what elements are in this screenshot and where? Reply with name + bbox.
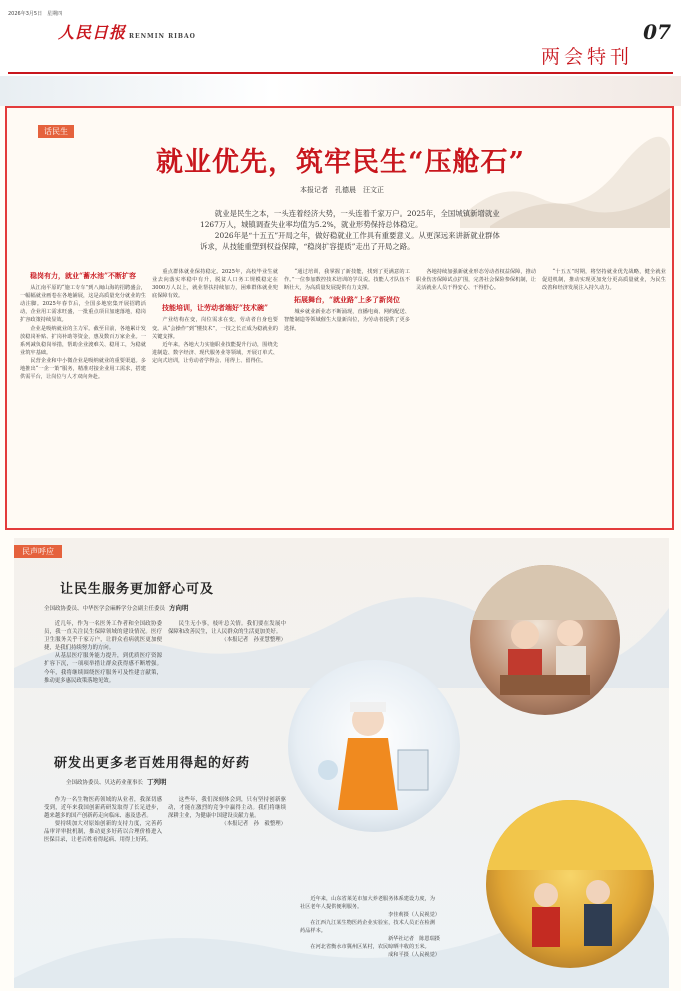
section-heading: 技能培训，让劳动者端好“技术碗” (161, 303, 269, 313)
logo-subtext: RENMIN RIBAO (129, 33, 196, 40)
article-title: 研发出更多老百姓用得起的好药 (54, 756, 251, 771)
page-number: 07 (643, 20, 671, 44)
section-title: 两会特刊 (540, 46, 633, 68)
body-paragraph: 企业是吸纳就业的主力军。截至目前，各地累计发放稳岗补贴、扩岗补助等资金，惠及数百万家企业。一系列减负稳岗举措，帮助企业渡难关、稳用工，为稳就业筑牢基础。 (20, 325, 146, 356)
issue-date: 2026年3月5日 星期四 (8, 11, 63, 17)
section-heading: 拓展舞台，“就业路”上多了新岗位 (293, 295, 401, 305)
feature-byline: 本报记者 孔德晨 汪文正 (300, 186, 384, 194)
photo-laboratory (288, 660, 460, 832)
body-paragraph: 近几年，作为一名医务工作者和全国政协委员，我一直关注民生保障领域的建设情况。医疗卫生服务关乎千家万户，让群众看病就医更加便捷，是我们持续努力的方向。 (44, 621, 162, 652)
body-paragraph: 产业结构在变，岗位需求在变，劳动者自身也要变。从“会操作”到“懂技术”，一技之长正成为稳就业的关键支撑。 (152, 317, 278, 340)
article-column (168, 796, 286, 896)
photo-elderly-care (470, 565, 620, 715)
lead-paragraph: 就业是民生之本，一头连着经济大势，一头连着千家万户。2025年，全国城镇新增就业1267万人，城镇调查失业率均值为5.2%，就业形势保持总体稳定。 (200, 209, 500, 229)
header-decoration (0, 76, 681, 106)
byline-role: 全国政协委员、中华医学会麻醉学分会副主任委员 (44, 606, 166, 612)
body-paragraph: 作为一名生物医药领域的从业者，我深切感受到，近年来我国创新药研发取得了长足进步，越来越多的国产创新药走向临床、惠及患者。 (44, 797, 162, 820)
byline-name: 方向明 (169, 604, 189, 612)
feature-column-5 (542, 268, 666, 518)
body-paragraph: 这些年，我们深刻体会到，只有坚持创新驱动，才能在激烈的竞争中赢得主动。我们将继续深耕主业，为健康中国建设贡献力量。 (168, 797, 286, 820)
caption-text: 近年来，山东省莱芜市加大养老服务体系建设力度，为社区老年人提供便利服务。 (300, 896, 435, 910)
caption-credit: 李佳莉摄（人民视觉） (388, 912, 440, 918)
newspaper-logo (58, 20, 196, 43)
caption-text: 在河北省衡水市冀州区某村，农民晾晒丰收的玉米。 (310, 944, 430, 950)
article-column (168, 620, 286, 728)
body-paragraph: 从江南平原的“施工专车”到八闽山海的招聘盛会，一幅幅就业画卷在各地铺展，这是高质量充分就业的生动注脚。2025年春节后，全国多地密集开展招聘活动，企业用工需求旺盛，一批重点项目加速落地，稳岗扩容政策持续显效。 (20, 285, 146, 324)
article-column (44, 620, 162, 728)
caption-credit: 成和平摄（人民视觉） (388, 952, 440, 958)
body-paragraph: “通过培训，我掌握了新技能，找到了更满意的工作。”一位参加数控技术培训的学员说。技能人才队伍不断壮大，为高质量发展提供有力支撑。 (284, 269, 410, 292)
feature-tag: 话民生 (38, 125, 74, 138)
lead-paragraph: 2026年是“十五五”开局之年，做好稳就业工作具有重要意义。从更深远来讲新就业群体诉求，从技能重塑到权益保障，“稳岗扩容提质”走出了开局之路。 (200, 231, 500, 251)
body-paragraph: 民生无小事，枝叶总关情。我们要在发展中保障和改善民生，让人民群众的生活更加美好。 (168, 621, 286, 636)
feature-column-1 (20, 268, 146, 518)
photo-laboratory-scene (288, 660, 460, 832)
feature-headline: 就业优先，筑牢民生“压舱石” (155, 147, 526, 178)
photo-corn-harvest (486, 800, 654, 968)
feature-column-4 (416, 268, 536, 518)
photo-elderly-care-scene (470, 565, 620, 715)
body-paragraph: 要持续加大对原始创新的支持力度，完善药品审评审批机制，推动更多好药以合理价格进入医保目录，让老百姓看得起病、用得上好药。 (44, 821, 162, 844)
feature-column-3 (284, 268, 410, 518)
body-paragraph: “十五五”时期，将坚持就业优先战略，健全就业促进机制，推动实现更加充分更高质量就业，为民生改善和经济发展注入持久动力。 (542, 269, 666, 292)
photo-caption (300, 895, 440, 959)
body-paragraph: 民营企业和中小微企业是吸纳就业的重要渠道。多地推出“一企一策”服务，精准对接企业用工需求，搭建供需平台，让岗位与人才双向奔赴。 (20, 357, 146, 381)
body-paragraph: 重点群体就业保持稳定。2025年，高校毕业生就业去向落实率稳中有升，脱贫人口务工规模稳定在3000万人以上，就业帮扶持续加力，困难群体就业兜底保障有效。 (152, 269, 278, 300)
body-paragraph: 城乡就业新业态不断涌现，直播电商、网约配送、智能制造等领域催生大量新岗位，为劳动者提供了更多选择。 (284, 309, 410, 332)
byline-name: 丁列明 (147, 778, 167, 786)
article-credit: （本报记者 孙亚慧整理） (221, 637, 286, 644)
article-byline (44, 603, 189, 612)
logo-text: 人民日报 (58, 23, 127, 42)
body-paragraph: 近年来，各地大力实施职业技能提升行动，围绕先进制造、数字经济、现代服务业等领域，开展订单式、定向式培训，让劳动者学得会、用得上、留得住。 (152, 341, 278, 364)
voices-tag: 民声呼应 (14, 545, 62, 558)
article-title: 让民生服务更加舒心可及 (60, 582, 215, 597)
body-paragraph: 从基层医疗服务能力提升，到优质医疗资源扩容下沉，一项项举措让群众获得感不断增强。今年，我将继续围绕医疗服务可及性建言献策，推动更多惠民政策落地见效。 (44, 653, 162, 684)
section-heading: 稳岗有力，就业“蓄水池”不断扩容 (29, 271, 137, 280)
article-credit: （本报记者 孙 毅整理） (221, 821, 286, 828)
article-byline (66, 777, 167, 786)
byline-role: 全国政协委员、贝达药业董事长 (66, 780, 144, 786)
article-column (44, 796, 162, 896)
feature-column-2 (152, 268, 278, 518)
caption-credit: 新华社记者 陈恩瑞摄 (388, 936, 440, 942)
header-rule (8, 72, 673, 74)
feature-lead (200, 208, 500, 252)
body-paragraph: 各地持续加强新就业形态劳动者权益保障，推动职业伤害保障试点扩围，完善社会保险参保机制，让灵活就业人员干得安心、干得舒心。 (416, 269, 536, 292)
photo-corn-harvest-scene (486, 800, 654, 968)
caption-text: 在江西九江某生物医药企业实验室，技术人员正在检测药品样本。 (300, 920, 435, 934)
